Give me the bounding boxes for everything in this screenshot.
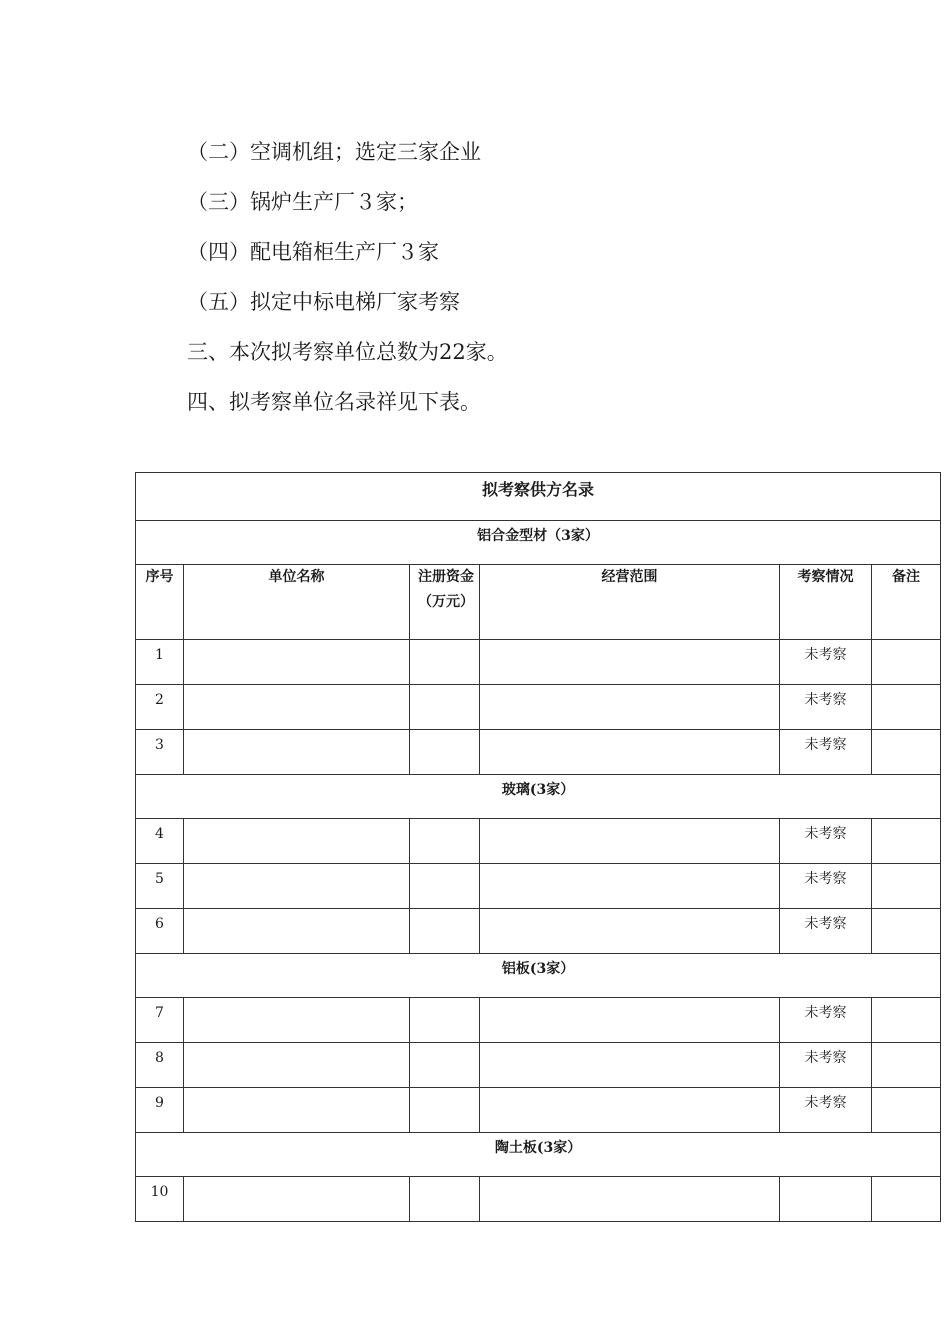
row-scope: [480, 1088, 780, 1133]
row-capital: [410, 1088, 480, 1133]
row-scope: [480, 909, 780, 954]
row-status: 未考察: [780, 730, 872, 775]
row-status: 未考察: [780, 864, 872, 909]
row-name: [184, 909, 410, 954]
row-remark: [872, 819, 941, 864]
row-capital: [410, 864, 480, 909]
row-name: [184, 1088, 410, 1133]
row-status: 未考察: [780, 1088, 872, 1133]
row-scope: [480, 685, 780, 730]
section-title: 铝合金型材（3家）: [136, 521, 941, 565]
paragraph: （五）拟定中标电梯厂家考察: [187, 290, 460, 314]
row-remark: [872, 909, 941, 954]
row-scope: [480, 1177, 780, 1222]
row-status: 未考察: [780, 640, 872, 685]
row-capital: [410, 819, 480, 864]
table-row: [136, 640, 941, 685]
header-capital: 注册资金（万元）: [410, 565, 480, 640]
row-capital: [410, 640, 480, 685]
table-header-row: [136, 565, 941, 640]
row-name: [184, 730, 410, 775]
header-scope: 经营范围: [480, 565, 780, 640]
row-capital: [410, 1177, 480, 1222]
table-row: [136, 998, 941, 1043]
row-name: [184, 685, 410, 730]
row-remark: [872, 685, 941, 730]
row-name: [184, 1043, 410, 1088]
row-index: 10: [136, 1177, 184, 1222]
table-title: 拟考察供方名录: [136, 473, 941, 521]
row-status: 未考察: [780, 909, 872, 954]
row-status: 未考察: [780, 998, 872, 1043]
table-row: [136, 909, 941, 954]
table-row: [136, 864, 941, 909]
section-title: 陶土板(3家）: [136, 1133, 941, 1177]
row-index: 2: [136, 685, 184, 730]
row-name: [184, 864, 410, 909]
paragraph: （四）配电箱柜生产厂３家: [187, 240, 439, 264]
row-name: [184, 1177, 410, 1222]
table-row: [136, 1043, 941, 1088]
row-capital: [410, 685, 480, 730]
row-index: 8: [136, 1043, 184, 1088]
header-remark: 备注: [872, 565, 941, 640]
row-name: [184, 819, 410, 864]
row-remark: [872, 1088, 941, 1133]
section-title: 玻璃(3家）: [136, 775, 941, 819]
table-row: [136, 1088, 941, 1133]
row-capital: [410, 730, 480, 775]
section-row: [136, 1133, 941, 1177]
row-remark: [872, 864, 941, 909]
row-scope: [480, 730, 780, 775]
row-scope: [480, 640, 780, 685]
row-capital: [410, 909, 480, 954]
row-scope: [480, 864, 780, 909]
row-remark: [872, 1177, 941, 1222]
section-row: [136, 521, 941, 565]
table-row: [136, 730, 941, 775]
table-row: [136, 819, 941, 864]
table-row: [136, 685, 941, 730]
row-index: 7: [136, 998, 184, 1043]
row-scope: [480, 1043, 780, 1088]
header-name: 单位名称: [184, 565, 410, 640]
supplier-table: [135, 472, 941, 1222]
paragraph: 三、本次拟考察单位总数为22家。: [187, 340, 508, 364]
row-remark: [872, 998, 941, 1043]
section-row: [136, 954, 941, 998]
row-name: [184, 640, 410, 685]
row-index: 9: [136, 1088, 184, 1133]
row-remark: [872, 1043, 941, 1088]
table-row: [136, 1177, 941, 1222]
row-capital: [410, 1043, 480, 1088]
row-capital: [410, 998, 480, 1043]
row-index: 1: [136, 640, 184, 685]
row-status: [780, 1177, 872, 1222]
row-status: 未考察: [780, 819, 872, 864]
row-scope: [480, 819, 780, 864]
section-row: [136, 775, 941, 819]
row-index: 5: [136, 864, 184, 909]
header-status: 考察情况: [780, 565, 872, 640]
section-title: 铝板(3家）: [136, 954, 941, 998]
body-paragraphs: [187, 133, 508, 433]
row-index: 4: [136, 819, 184, 864]
row-status: 未考察: [780, 1043, 872, 1088]
row-status: 未考察: [780, 685, 872, 730]
header-index: 序号: [136, 565, 184, 640]
row-remark: [872, 640, 941, 685]
paragraph: （二）空调机组；选定三家企业: [187, 140, 481, 164]
row-name: [184, 998, 410, 1043]
row-remark: [872, 730, 941, 775]
table-title-row: [136, 473, 941, 521]
paragraph: （三）锅炉生产厂３家；: [187, 190, 418, 214]
row-scope: [480, 998, 780, 1043]
row-index: 6: [136, 909, 184, 954]
paragraph: 四、拟考察单位名录祥见下表。: [187, 390, 481, 414]
row-index: 3: [136, 730, 184, 775]
